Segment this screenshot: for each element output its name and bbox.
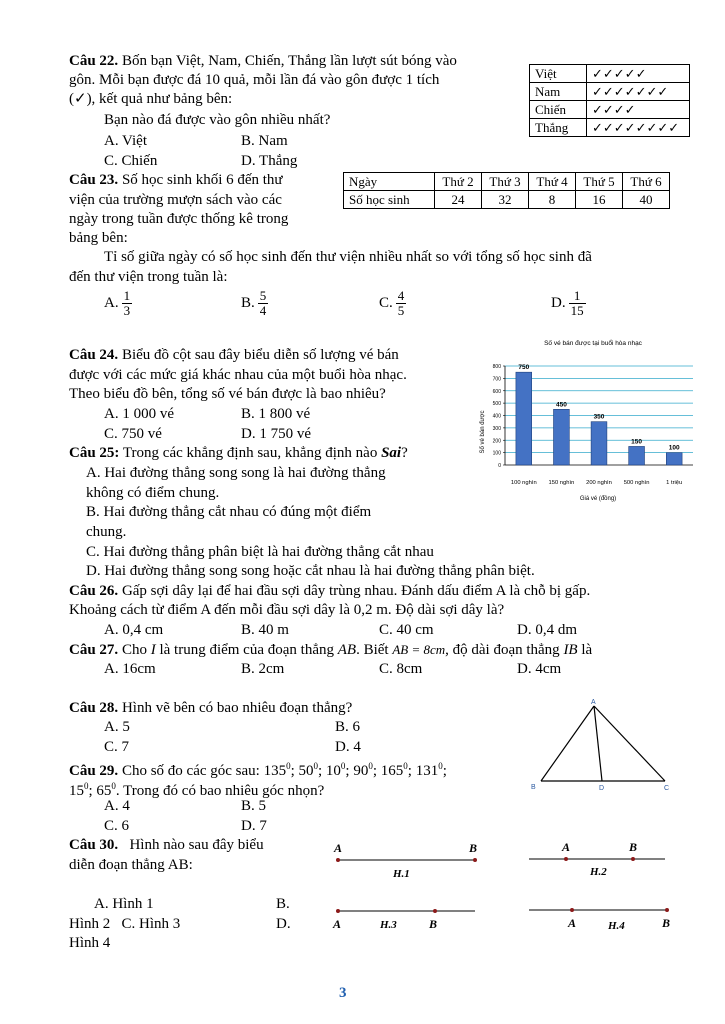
q30-option-d-cont: Hình 4	[69, 935, 111, 951]
figure-h3	[332, 909, 475, 931]
q22-line2: gôn. Mỗi bạn được đá 10 quả, mỗi lần đá vào gôn được 1 tích	[69, 72, 440, 88]
x-tick-label: 500 nghìn	[623, 480, 650, 486]
q27-option-c[interactable]: C. 8cm	[379, 661, 423, 677]
table-cell: Nam	[530, 83, 587, 101]
x-tick-label: 1 triệu	[666, 480, 683, 486]
h1-label-a: A	[334, 841, 343, 855]
q29-option-b[interactable]: B. 5	[241, 798, 267, 814]
h1-name: H.1	[393, 868, 410, 880]
q30-option-b-cont: Hình 2 C. Hình 3	[69, 916, 181, 932]
q24-option-d[interactable]: D. 1 750 vé	[241, 426, 311, 442]
chart-xlabel: Giá vé (đồng)	[579, 496, 617, 502]
bar-data-label: 350	[593, 413, 605, 421]
x-tick-label: 150 nghìn	[548, 480, 575, 486]
h4-name: H.4	[608, 920, 625, 932]
table-cell: 16	[576, 191, 623, 209]
fraction: $\frac{5}{4}$	[259, 288, 267, 318]
q25-option-b-line2: chung.	[86, 524, 127, 540]
q30-option-c[interactable]: C. Hình 3	[121, 916, 181, 932]
q26-line2: Khoảng cách từ điểm A đến mỗi đầu sợi dây là 0,2 m. Độ dài sợi dây là?	[69, 602, 505, 618]
triangle-figure	[525, 695, 675, 795]
table-cell: Việt	[530, 65, 587, 83]
q30-option-d[interactable]: D.	[276, 916, 291, 932]
y-tick-label: 600	[492, 388, 501, 395]
q24-option-c[interactable]: C. 750 vé	[104, 426, 162, 442]
bar-data-label: 100	[668, 444, 680, 452]
segment-ab	[541, 706, 594, 781]
h2-label-b: B	[629, 840, 638, 854]
segment-ac	[594, 706, 665, 781]
x-tick-label: 200 nghìn	[586, 480, 612, 486]
bar-data-label: 750	[518, 364, 530, 372]
q29-option-a[interactable]: A. 4	[104, 798, 130, 814]
q24-line3: Theo biểu đồ bên, tổng số vé bán được là bao nhiêu?	[69, 386, 386, 402]
q25-option-a-line1[interactable]: A. Hai đường thẳng song song là hai đường thẳng	[86, 465, 386, 481]
y-tick-label: 500	[492, 401, 501, 408]
table-cell: ✓✓✓✓	[587, 101, 690, 119]
h1-label-b: B	[469, 841, 478, 855]
point-a-dot	[564, 857, 568, 861]
y-tick-label: 0	[498, 463, 501, 469]
bar	[666, 453, 682, 465]
point-a-dot	[570, 908, 574, 912]
q23-option-d[interactable]: D. $\frac{1}{15}$	[551, 288, 584, 318]
q22-question: Bạn nào đá được vào gôn nhiều nhất?	[104, 112, 331, 128]
q30-option-a[interactable]: A. Hình 1	[94, 896, 154, 912]
table-cell: Chiến	[530, 101, 587, 119]
table-header: Ngày	[344, 173, 435, 191]
y-tick-label: 800	[492, 364, 501, 370]
q25-option-a-line2: không có điểm chung.	[86, 485, 220, 501]
x-tick-label: 100 nghìn	[510, 480, 537, 486]
h4-label-b: B	[662, 916, 671, 930]
q25-option-d[interactable]: D. Hai đường thẳng song song hoặc cắt nhau là hai đường thẳng phân biệt.	[86, 563, 535, 579]
q26-option-d[interactable]: D. 0,4 dm	[517, 622, 577, 638]
table-cell: 8	[529, 191, 576, 209]
figure-h1	[333, 841, 477, 880]
q22-option-d[interactable]: D. Thắng	[241, 153, 298, 169]
q23-option-c[interactable]: C. $\frac{4}{5}$	[379, 288, 405, 318]
q23-option-b[interactable]: B. $\frac{5}{4}$	[241, 288, 267, 318]
point-a-dot	[336, 909, 340, 913]
chart-ylabel: Số vé bán được	[480, 410, 486, 454]
q29-line2: $15^0$; $65^0$. Trong đó có bao nhiêu góc nhọn?	[69, 781, 325, 799]
q25-option-c[interactable]: C. Hai đường thẳng phân biệt là hai đường thẳng cắt nhau	[86, 544, 434, 560]
fraction: $\frac{1}{3}$	[123, 288, 131, 318]
y-tick-label: 100	[492, 450, 501, 457]
point-b-dot	[473, 858, 477, 862]
y-tick-label: 200	[492, 438, 501, 445]
q23-library-table	[343, 172, 670, 209]
table-header: Thứ 2	[435, 173, 482, 191]
q22-line3: (✓), kết quả như bảng bên:	[69, 91, 233, 107]
q29-line1: Câu 29. Cho số đo các góc sau: $135^0$; $50^0$; $10^0$; $90^0$; $165^0$; $131^0$;	[69, 761, 447, 779]
q24-line2: được với các mức giá khác nhau của một buổi hòa nhạc.	[69, 367, 407, 383]
point-label-b: B	[531, 784, 536, 791]
table-header: Thứ 5	[576, 173, 623, 191]
point-label-d: D	[599, 785, 605, 792]
page-number: 3	[339, 985, 347, 1001]
q27-option-b[interactable]: B. 2cm	[241, 661, 285, 677]
q28-option-b[interactable]: B. 6	[335, 719, 361, 735]
q28-option-a[interactable]: A. 5	[104, 719, 130, 735]
q26-option-b[interactable]: B. 40 m	[241, 622, 289, 638]
bar-data-label: 150	[631, 438, 643, 446]
segment-ad	[594, 706, 602, 781]
h4-label-a: A	[568, 916, 577, 930]
ticket-sales-bar-chart	[475, 334, 700, 506]
point-b-dot	[665, 908, 669, 912]
bar	[591, 422, 607, 465]
q30-line1: Câu 30. Hình nào sau đây biểu	[69, 837, 264, 853]
bar	[516, 372, 532, 465]
q30-figures	[325, 838, 695, 938]
q24-option-b[interactable]: B. 1 800 vé	[241, 406, 311, 422]
q23-line6: đến thư viện trong tuần là:	[69, 269, 228, 285]
table-header: Thứ 6	[623, 173, 670, 191]
table-cell: ✓✓✓✓✓✓✓✓	[587, 119, 690, 137]
point-label-a: A	[591, 699, 596, 706]
q27-stem: Câu 27. Cho I là trung điểm của đoạn thẳng AB. Biết AB = 8cm, độ dài đoạn thẳng IB là	[69, 642, 593, 658]
q28-stem: Câu 28. Hình vẽ bên có bao nhiêu đoạn thẳng?	[69, 700, 353, 716]
point-label-c: C	[664, 785, 670, 792]
point-b-dot	[433, 909, 437, 913]
table-cell: 32	[482, 191, 529, 209]
q23-line1: Câu 23. Số học sinh khối 6 đến thư	[69, 172, 283, 188]
q26-option-a[interactable]: A. 0,4 cm	[104, 622, 164, 638]
q24-option-a[interactable]: A. 1 000 vé	[104, 406, 174, 422]
h2-label-a: A	[562, 840, 571, 854]
q26-option-c[interactable]: C. 40 cm	[379, 622, 434, 638]
q28-option-c[interactable]: C. 7	[104, 739, 130, 755]
q23-line4: bảng bên:	[69, 230, 128, 246]
q25-stem: Câu 25: Trong các khẳng định sau, khẳng định nào Sai?	[69, 445, 408, 461]
bar-data-label: 450	[555, 401, 567, 409]
q25-option-b-line1[interactable]: B. Hai đường thẳng cắt nhau có đúng một điểm	[86, 504, 372, 520]
q23-option-a[interactable]: A. $\frac{1}{3}$	[104, 288, 131, 318]
q24-line1: Câu 24. Biểu đồ cột sau đây biểu diễn số lượng vé bán	[69, 347, 399, 363]
y-tick-label: 400	[492, 413, 501, 420]
bar	[554, 409, 570, 465]
h3-label-a: A	[333, 917, 342, 931]
bar	[629, 446, 645, 465]
q26-line1: Câu 26. Gấp sợi dây lại để hai đầu sợi dây trùng nhau. Đánh dấu điểm A là chỗ bị gấp.	[69, 583, 591, 599]
figure-h4	[529, 908, 670, 932]
h2-name: H.2	[590, 866, 607, 878]
q23-line5: Tỉ số giữa ngày có số học sinh đến thư viện nhiều nhất so với tổng số học sinh đã	[104, 249, 592, 265]
q28-option-d[interactable]: D. 4	[335, 739, 361, 755]
q22-option-b[interactable]: B. Nam	[241, 133, 288, 149]
h3-name: H.3	[380, 919, 397, 931]
q30-line2: diễn đoạn thẳng AB:	[69, 857, 193, 873]
table-header: Thứ 4	[529, 173, 576, 191]
table-cell: ✓✓✓✓✓	[587, 65, 690, 83]
point-a-dot	[336, 858, 340, 862]
table-cell: ✓✓✓✓✓✓✓	[587, 83, 690, 101]
q22-goal-table	[529, 64, 690, 137]
table-cell: 40	[623, 191, 670, 209]
y-tick-label: 300	[492, 425, 501, 432]
q23-line3: ngày trong tuần được thống kê trong	[69, 211, 289, 227]
q22-option-a[interactable]: A. Việt	[104, 133, 147, 149]
fraction: $\frac{4}{5}$	[397, 288, 405, 318]
table-header: Thứ 3	[482, 173, 529, 191]
table-cell: 24	[435, 191, 482, 209]
table-cell: Thắng	[530, 119, 587, 137]
q27-option-d[interactable]: D. 4cm	[517, 661, 562, 677]
q22-line1: Câu 22. Bốn bạn Việt, Nam, Chiến, Thắng lần lượt sút bóng vào	[69, 53, 457, 69]
h3-label-b: B	[429, 917, 438, 931]
figure-h2	[529, 840, 665, 878]
fraction: $\frac{1}{15}$	[570, 288, 584, 318]
q30-option-b[interactable]: B.	[276, 896, 290, 912]
chart-title: Số vé bán được tại buổi hòa nhạc	[544, 340, 642, 347]
q22-option-c[interactable]: C. Chiến	[104, 153, 158, 169]
table-cell: Số học sinh	[344, 191, 435, 209]
q29-option-c[interactable]: C. 6	[104, 818, 130, 834]
q29-option-d[interactable]: D. 7	[241, 818, 267, 834]
y-tick-label: 700	[492, 376, 501, 383]
q27-option-a[interactable]: A. 16cm	[104, 661, 156, 677]
q23-line2: viện của trường mượn sách vào các	[69, 192, 282, 208]
point-b-dot	[631, 857, 635, 861]
